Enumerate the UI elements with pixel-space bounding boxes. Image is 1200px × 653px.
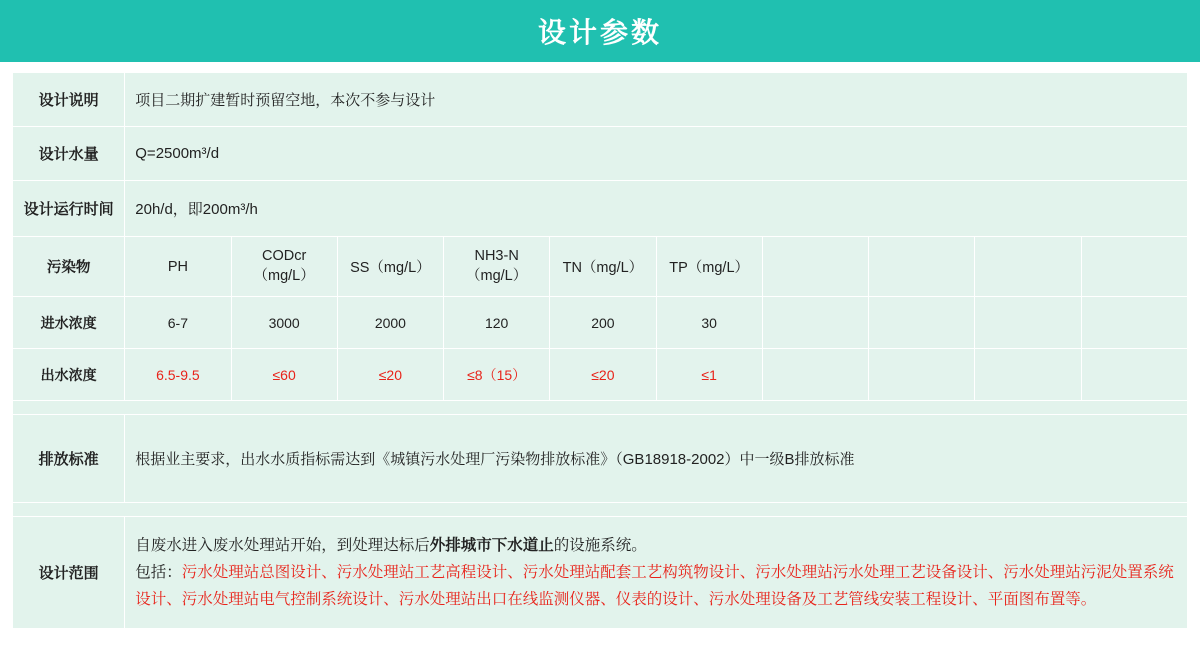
parameters-table-container	[0, 62, 1200, 629]
row-label-effluent: 出水浓度	[13, 349, 125, 401]
effluent-cell: ≤20	[550, 349, 656, 401]
effluent-cell	[869, 349, 975, 401]
row-value-discharge-standard: 根据业主要求，出水水质指标需达到《城镇污水处理厂污染物排放标准》（GB18918-2002）中一级B排放标准	[125, 415, 1188, 503]
scope-line2-items: 污水处理站总图设计、污水处理站工艺高程设计、污水处理站配套工艺构筑物设计、污水处理站污水处理工艺设备设计、污水处理站污泥处置系统设计、污水处理站电气控制系统设计、污水处理站出口在线监测仪器、仪表的设计、污水处理设备及工艺管线安装工程设计、平面图布置等。	[135, 563, 1174, 609]
pollutant-cell: CODcr（mg/L）	[231, 237, 337, 297]
row-value-design-scope	[125, 517, 1188, 629]
table-spacer-row	[13, 401, 1188, 415]
effluent-cell: ≤20	[337, 349, 443, 401]
table-row-pollutant	[13, 237, 1188, 297]
effluent-cell	[1081, 349, 1187, 401]
effluent-cell: ≤8（15）	[444, 349, 550, 401]
page-header	[0, 0, 1200, 62]
pollutant-cell: PH	[125, 237, 231, 297]
page-title: 设计参数	[537, 17, 662, 48]
row-label-influent: 进水浓度	[13, 297, 125, 349]
table-row	[13, 73, 1188, 127]
pollutant-cell: NH3-N（mg/L）	[444, 237, 550, 297]
influent-cell: 2000	[337, 297, 443, 349]
row-label-design-scope: 设计范围	[13, 517, 125, 629]
spacer-cell	[13, 401, 1188, 415]
effluent-cell: ≤1	[656, 349, 762, 401]
influent-cell	[975, 297, 1081, 349]
row-label-design-note: 设计说明	[13, 73, 125, 127]
pollutant-cell	[762, 237, 868, 297]
effluent-cell: ≤60	[231, 349, 337, 401]
influent-cell	[762, 297, 868, 349]
influent-cell: 3000	[231, 297, 337, 349]
scope-line1-part-b: 的设施系统。	[553, 536, 647, 554]
design-scope-text	[135, 532, 1177, 613]
effluent-cell	[762, 349, 868, 401]
influent-cell: 120	[444, 297, 550, 349]
row-label-discharge-standard: 排放标准	[13, 415, 125, 503]
row-label-design-flow: 设计水量	[13, 127, 125, 181]
spacer-cell	[13, 503, 1188, 517]
row-value-design-note: 项目二期扩建暂时预留空地，本次不参与设计	[125, 73, 1188, 127]
pollutant-cell	[975, 237, 1081, 297]
effluent-cell: 6.5-9.5	[125, 349, 231, 401]
influent-cell: 30	[656, 297, 762, 349]
influent-cell: 200	[550, 297, 656, 349]
scope-line1-emphasis: 外排城市下水道止	[429, 536, 554, 554]
influent-cell	[869, 297, 975, 349]
table-row-effluent	[13, 349, 1188, 401]
row-label-pollutant: 污染物	[13, 237, 125, 297]
table-spacer-row	[13, 503, 1188, 517]
design-parameters-table	[12, 72, 1188, 629]
influent-cell: 6-7	[125, 297, 231, 349]
table-row-influent	[13, 297, 1188, 349]
table-row-discharge-standard	[13, 415, 1188, 503]
table-row-design-scope	[13, 517, 1188, 629]
effluent-cell	[975, 349, 1081, 401]
scope-line1-part-a: 自废水进入废水处理站开始，到处理达标后	[135, 536, 430, 554]
row-value-design-flow: Q=2500m³/d	[125, 127, 1188, 181]
table-row	[13, 127, 1188, 181]
table-row	[13, 181, 1188, 237]
pollutant-cell: TN（mg/L）	[550, 237, 656, 297]
row-label-operating-time: 设计运行时间	[13, 181, 125, 237]
pollutant-cell	[869, 237, 975, 297]
influent-cell	[1081, 297, 1187, 349]
pollutant-cell: SS（mg/L）	[337, 237, 443, 297]
row-value-operating-time: 20h/d，即200m³/h	[125, 181, 1188, 237]
pollutant-cell	[1081, 237, 1187, 297]
pollutant-cell: TP（mg/L）	[656, 237, 762, 297]
scope-line2-prefix: 包括：	[135, 563, 182, 581]
